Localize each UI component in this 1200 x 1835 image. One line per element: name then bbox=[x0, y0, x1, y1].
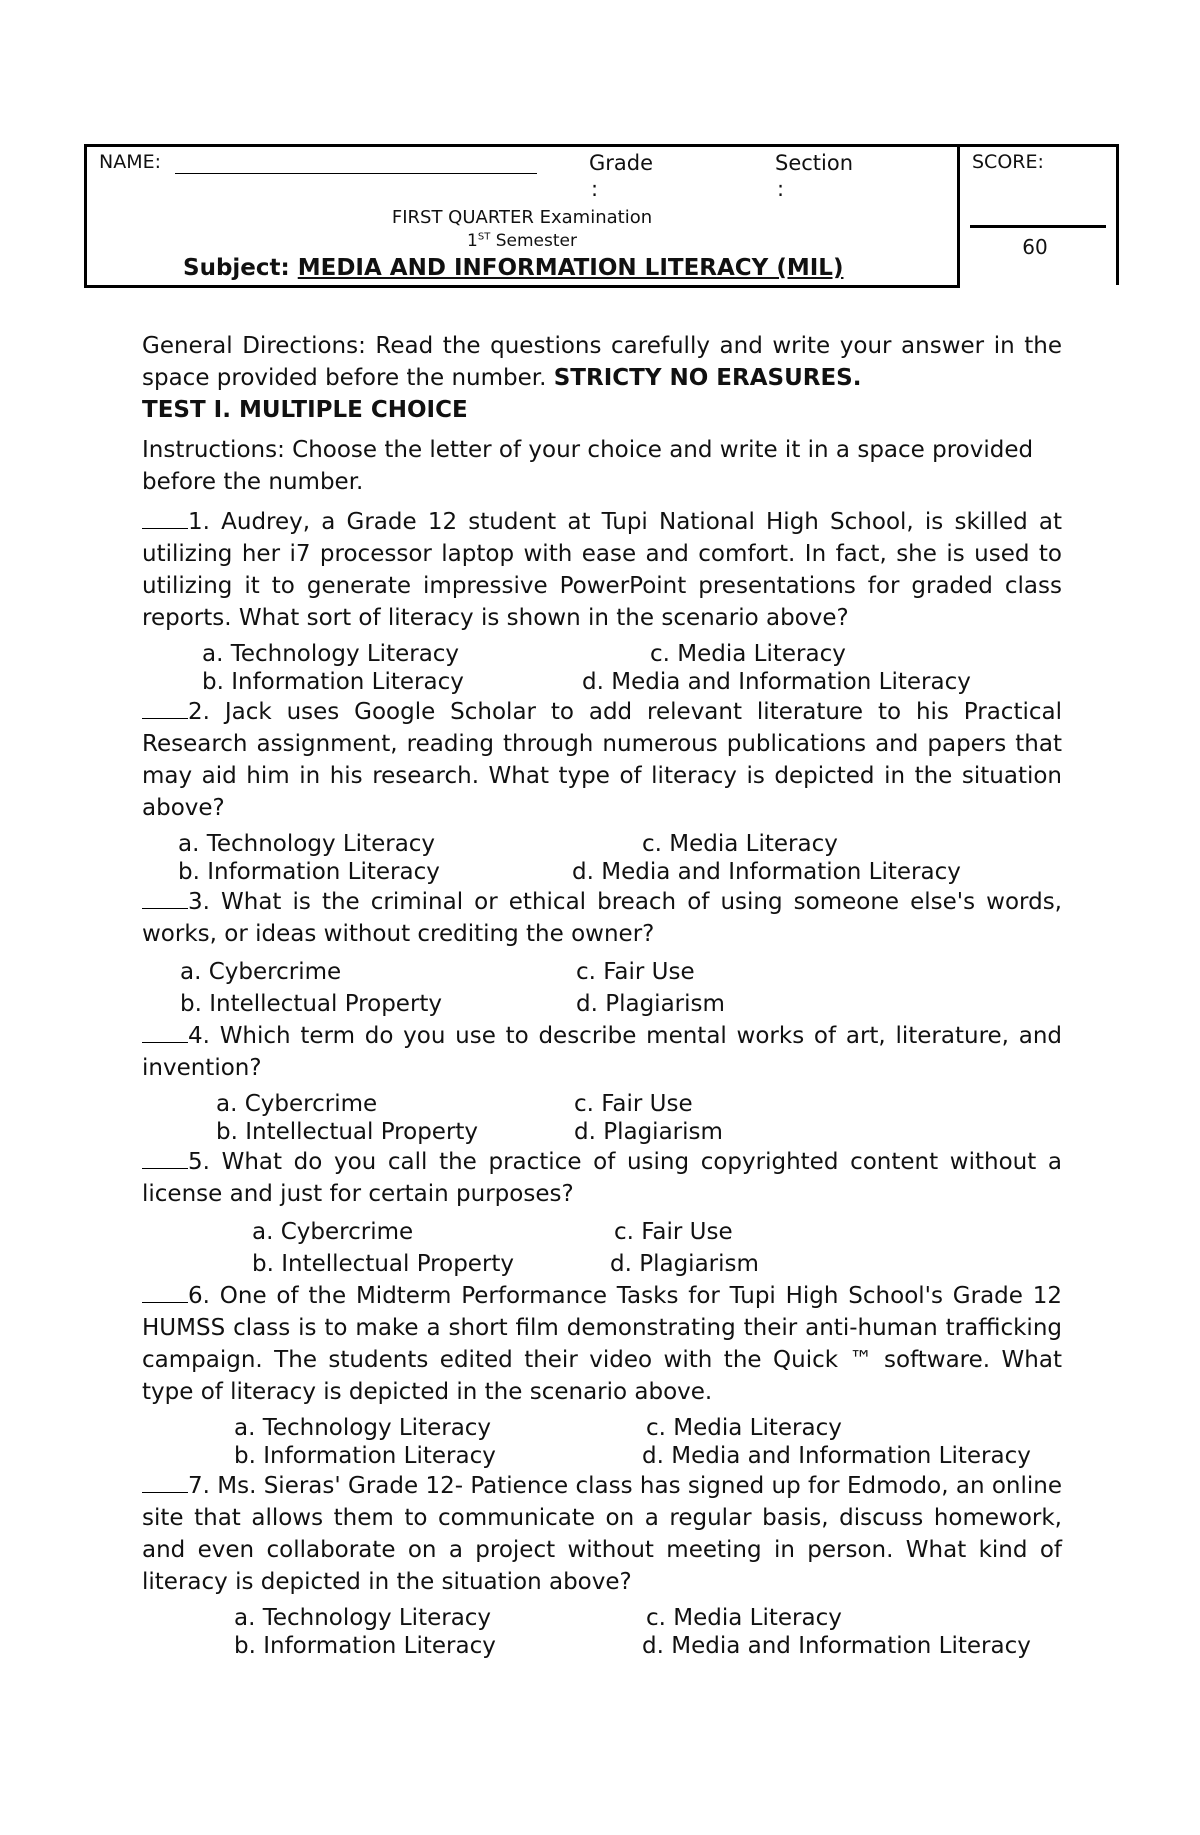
question-text: 4. Which term do you use to describe mental works of art, literature, and invention? bbox=[142, 1023, 1062, 1081]
choice-b: b. Information Literacy bbox=[202, 669, 464, 695]
choices-6 bbox=[142, 1414, 1062, 1470]
choice-a: a. Cybercrime bbox=[180, 959, 342, 985]
semester-suffix: ST bbox=[477, 231, 491, 243]
choice-a: a. Technology Literacy bbox=[202, 641, 460, 667]
question-3 bbox=[142, 886, 1062, 950]
choice-c: c. Fair Use bbox=[614, 1219, 733, 1245]
answer-blank-3[interactable] bbox=[142, 886, 188, 909]
question-text: 5. What do you call the practice of using copyrighted content without a license and just for certain purposes? bbox=[142, 1149, 1062, 1207]
question-text: 6. One of the Midterm Performance Tasks for Tupi High School's Grade 12 HUMSS class is to make a short film demonstrating their anti-human trafficking campaign. The students edited their video with the Quick ™ software. What type of literacy is depicted in the scenario above. bbox=[142, 1283, 1062, 1405]
test-instructions: Instructions: Choose the letter of your choice and write it in a space provided before the number. bbox=[142, 437, 1034, 495]
semester bbox=[87, 231, 957, 251]
choices-5 bbox=[142, 1216, 1062, 1280]
directions-emphasis: STRICTY NO ERASURES. bbox=[553, 365, 862, 391]
choice-d: d. Media and Information Literacy bbox=[642, 1633, 1031, 1659]
choice-b: b. Intellectual Property bbox=[216, 1119, 479, 1145]
question-1 bbox=[142, 506, 1062, 634]
semester-text: Semester bbox=[490, 231, 577, 251]
choice-c: c. Media Literacy bbox=[646, 1605, 842, 1631]
choice-b: b. Intellectual Property bbox=[252, 1251, 515, 1277]
directions-text: General Directions: Read the questions carefully and write your answer in the space provided before the number. bbox=[142, 333, 1062, 391]
choice-c: c. Media Literacy bbox=[642, 831, 838, 857]
answer-blank-1[interactable] bbox=[142, 506, 188, 529]
choice-c: c. Fair Use bbox=[576, 959, 695, 985]
choice-c: c. Fair Use bbox=[574, 1091, 693, 1117]
choice-a: a. Cybercrime bbox=[216, 1091, 378, 1117]
question-4 bbox=[142, 1020, 1062, 1084]
choice-a: a. Technology Literacy bbox=[234, 1605, 492, 1631]
grade-label: Grade bbox=[589, 151, 654, 175]
question-text: 1. Audrey, a Grade 12 student at Tupi National High School, is skilled at utilizing her i7 processor laptop with ease and comfort. In fact, she is used to utilizing it to generate impressive PowerPoint presentations for graded class reports. What sort of literacy is shown in the scenario above? bbox=[142, 509, 1062, 631]
choice-b: b. Intellectual Property bbox=[180, 991, 443, 1017]
choice-b: b. Information Literacy bbox=[234, 1633, 496, 1659]
choice-c: c. Media Literacy bbox=[646, 1415, 842, 1441]
exam-title: FIRST QUARTER Examination bbox=[391, 207, 653, 228]
score-box bbox=[960, 144, 1119, 285]
exam-content bbox=[142, 330, 1062, 1660]
general-directions bbox=[142, 330, 1062, 394]
choices-3 bbox=[142, 956, 1062, 1020]
question-5 bbox=[142, 1146, 1062, 1210]
choice-d: d. Plagiarism bbox=[576, 991, 725, 1017]
choice-c: c. Media Literacy bbox=[650, 641, 846, 667]
choice-a: a. Cybercrime bbox=[252, 1219, 414, 1245]
choices-7 bbox=[142, 1604, 1062, 1660]
question-7 bbox=[142, 1470, 1062, 1598]
subject-name: MEDIA AND INFORMATION LITERACY (MIL) bbox=[297, 255, 844, 281]
question-2 bbox=[142, 696, 1062, 824]
choice-d: d. Plagiarism bbox=[610, 1251, 759, 1277]
choice-b: b. Information Literacy bbox=[178, 859, 440, 885]
choice-d: d. Plagiarism bbox=[574, 1119, 723, 1145]
score-blank-field[interactable] bbox=[970, 225, 1106, 228]
choice-d: d. Media and Information Literacy bbox=[642, 1443, 1031, 1469]
question-text: 7. Ms. Sieras' Grade 12- Patience class has signed up for Edmodo, an online site that allows them to communicate on a regular basis, discuss homework, and even collaborate on a project without meeting in person. What kind of literacy is depicted in the situation above? bbox=[142, 1473, 1062, 1595]
score-label: SCORE: bbox=[972, 151, 1044, 173]
choice-d: d. Media and Information Literacy bbox=[572, 859, 961, 885]
choice-a: a. Technology Literacy bbox=[234, 1415, 492, 1441]
choices-2 bbox=[142, 830, 1062, 886]
choices-1 bbox=[142, 640, 1062, 696]
question-text: 3. What is the criminal or ethical breach of using someone else's words, works, or ideas without crediting the owner? bbox=[142, 889, 1062, 947]
answer-blank-5[interactable] bbox=[142, 1146, 188, 1169]
answer-blank-7[interactable] bbox=[142, 1470, 188, 1493]
test-heading: TEST I. MULTIPLE CHOICE bbox=[142, 397, 468, 423]
answer-blank-2[interactable] bbox=[142, 696, 188, 719]
section-label: Section bbox=[775, 151, 854, 175]
subject-label: Subject: bbox=[183, 255, 298, 281]
choice-d: d. Media and Information Literacy bbox=[582, 669, 971, 695]
choices-4 bbox=[142, 1090, 1062, 1146]
question-text: 2. Jack uses Google Scholar to add relevant literature to his Practical Research assignment, reading through numerous publications and papers that may aid him in his research. What type of literacy is depicted in the situation above? bbox=[142, 699, 1062, 821]
choice-a: a. Technology Literacy bbox=[178, 831, 436, 857]
subject-line bbox=[183, 255, 843, 281]
name-blank-field[interactable] bbox=[175, 173, 537, 174]
section-colon: : bbox=[777, 177, 785, 201]
exam-header bbox=[84, 144, 1122, 288]
answer-blank-6[interactable] bbox=[142, 1280, 188, 1303]
choice-b: b. Information Literacy bbox=[234, 1443, 496, 1469]
question-6 bbox=[142, 1280, 1062, 1408]
answer-blank-4[interactable] bbox=[142, 1020, 188, 1043]
name-label: NAME: bbox=[99, 151, 162, 173]
semester-number: 1 bbox=[467, 231, 478, 251]
header-info-box bbox=[84, 144, 960, 288]
score-total: 60 bbox=[1022, 235, 1048, 259]
grade-colon: : bbox=[591, 177, 599, 201]
